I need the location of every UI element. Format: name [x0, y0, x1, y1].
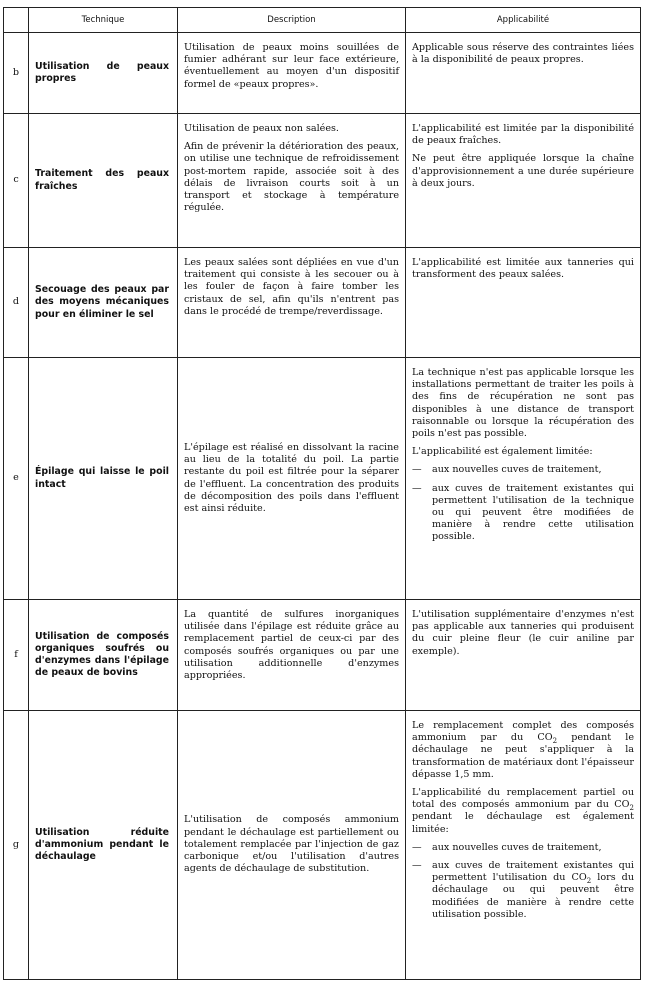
applicability-text: L'applicabilité est limitée par la disponibilité de peaux fraîches.: [412, 123, 634, 147]
list-item: [412, 483, 634, 544]
description-text: Utilisation de peaux moins souillées de fumier adhérant sur leur face extérieure, éventuellement au moyen d'un dispositif formel de «peaux propres».: [184, 42, 399, 90]
subscript: 2: [586, 877, 592, 886]
table-row: [4, 358, 641, 600]
technique-name: Épilage qui laisse le poil intact: [29, 358, 178, 600]
applicability-text: L'applicabilité est également limitée:: [412, 446, 593, 458]
applicability-text: L'utilisation supplémentaire d'enzymes n'est pas applicable aux tanneries qui produisent du cuir pleine fleur (le cuir aniline par exemple).: [412, 609, 634, 657]
subscript: 2: [629, 804, 634, 813]
header-description: Description: [178, 8, 406, 33]
header-letter: [4, 8, 29, 33]
dash-mark: —: [412, 464, 422, 476]
applicability-text: Ne peut être appliquée lorsque la chaîne d'approvisionnement a une durée supérieure à deux jours.: [412, 153, 634, 189]
header-technique: Technique: [29, 8, 178, 33]
description-cell: [178, 600, 406, 711]
text-segment: lors du déchaulage ou qui peuvent être modifiées de manière à rendre cette utilisation possible.: [432, 872, 634, 920]
techniques-table: [3, 7, 641, 980]
description-text: Les peaux salées sont dépliées en vue d'un traitement qui consiste à les secouer ou à les fouler de façon à faire tomber les cristaux de sel, afin qu'ils n'entrent pas dans le procédé de trempe/reverdissage.: [184, 257, 399, 317]
applicability-text: [412, 720, 634, 781]
applicability-cell: [406, 248, 641, 358]
list-item: [412, 842, 634, 854]
list-item-text: [432, 860, 634, 921]
technique-name: Traitement des peaux fraîches: [29, 114, 178, 248]
row-letter: b: [4, 33, 29, 114]
text-segment: pendant le déchaulage est également limitée:: [412, 811, 634, 835]
text-segment: Le remplacement complet des composés ammonium par du CO: [412, 720, 634, 744]
description-text: La quantité de sulfures inorganiques utilisée dans l'épilage est réduite grâce au remplacement partiel de ceux-ci par des composés soufrés organiques ou par une utilisation additionnelle d'enzymes appropriées.: [184, 609, 399, 682]
row-letter: e: [4, 358, 29, 600]
row-letter: d: [4, 248, 29, 358]
text-segment: aux cuves de traitement existantes qui permettent l'utilisation du CO: [432, 860, 634, 884]
technique-name: Secouage des peaux par des moyens mécaniques pour en éliminer le sel: [29, 248, 178, 358]
row-letter: f: [4, 600, 29, 711]
table-row: [4, 711, 641, 980]
applicability-cell: [406, 358, 641, 600]
applicability-text: [412, 787, 634, 836]
text-segment: L'applicabilité du remplacement partiel ou total des composés ammonium par du CO: [412, 787, 634, 811]
subscript: 2: [552, 737, 558, 746]
header-row: [4, 8, 641, 33]
dash-mark: —: [412, 860, 422, 872]
list-item: [412, 860, 634, 921]
table-row: [4, 114, 641, 248]
row-letter: g: [4, 711, 29, 980]
list-item-text: aux nouvelles cuves de traitement,: [432, 841, 602, 853]
table-row: [4, 600, 641, 711]
applicability-cell: [406, 600, 641, 711]
description-cell: [178, 711, 406, 980]
technique-name: Utilisation réduite d'ammonium pendant le déchaulage: [29, 711, 178, 980]
applicability-cell: [406, 114, 641, 248]
table-row: [4, 33, 641, 114]
description-cell: [178, 114, 406, 248]
technique-name: Utilisation de peaux propres: [29, 33, 178, 114]
header-applicability: Applicabilité: [406, 8, 641, 33]
list-item-text: aux cuves de traitement existantes qui permettent l'utilisation de la technique ou qui peuvent être modifiées de manière à rendre cette utilisation possible.: [432, 482, 634, 543]
description-cell: [178, 358, 406, 600]
description-text: L'épilage est réalisé en dissolvant la racine au lieu de la totalité du poil. La partie restante du poil est filtrée pour la séparer de l'effluent. La concentration des produits de décomposition des poils dans l'effluent est ainsi réduite.: [184, 441, 399, 514]
list-item-text: aux nouvelles cuves de traitement,: [432, 464, 602, 476]
description-text: Afin de prévenir la détérioration des peaux, on utilise une technique de refroidissement post-mortem rapide, associée soit à des délais de livraison courts soit à un transport et stockage à température régulée.: [184, 141, 399, 214]
applicability-cell: [406, 33, 641, 114]
list-item: [412, 464, 634, 476]
dash-mark: —: [412, 841, 422, 853]
table-row: [4, 248, 641, 358]
technique-name: Utilisation de composés organiques soufrés ou d'enzymes dans l'épilage de peaux de bovins: [29, 600, 178, 711]
description-text: Utilisation de peaux non salées.: [184, 123, 339, 134]
row-letter: c: [4, 114, 29, 248]
applicability-text: Applicable sous réserve des contraintes liées à la disponibilité de peaux propres.: [412, 42, 634, 66]
description-cell: [178, 248, 406, 358]
description-cell: [178, 33, 406, 114]
dash-mark: —: [412, 482, 422, 494]
applicability-text: L'applicabilité est limitée aux tanneries qui transforment des peaux salées.: [412, 257, 634, 281]
applicability-cell: [406, 711, 641, 980]
text-segment: pendant le déchaulage ne peut s'appliquer à la transformation de matériaux dont l'épaisseur dépasse 1,5 mm.: [412, 732, 634, 780]
applicability-text: La technique n'est pas applicable lorsque les installations permettant de traiter les poils à des fins de récupération ne sont pas disponibles à une distance de transport raisonnable ou lorsque la récupération des poils n'est pas possible.: [412, 367, 634, 440]
description-text: L'utilisation de composés ammonium pendant le déchaulage est partiellement ou totalement remplacée par l'injection de gaz carbonique et/ou l'utilisation d'autres agents de déchaulage de substitution.: [184, 814, 399, 875]
